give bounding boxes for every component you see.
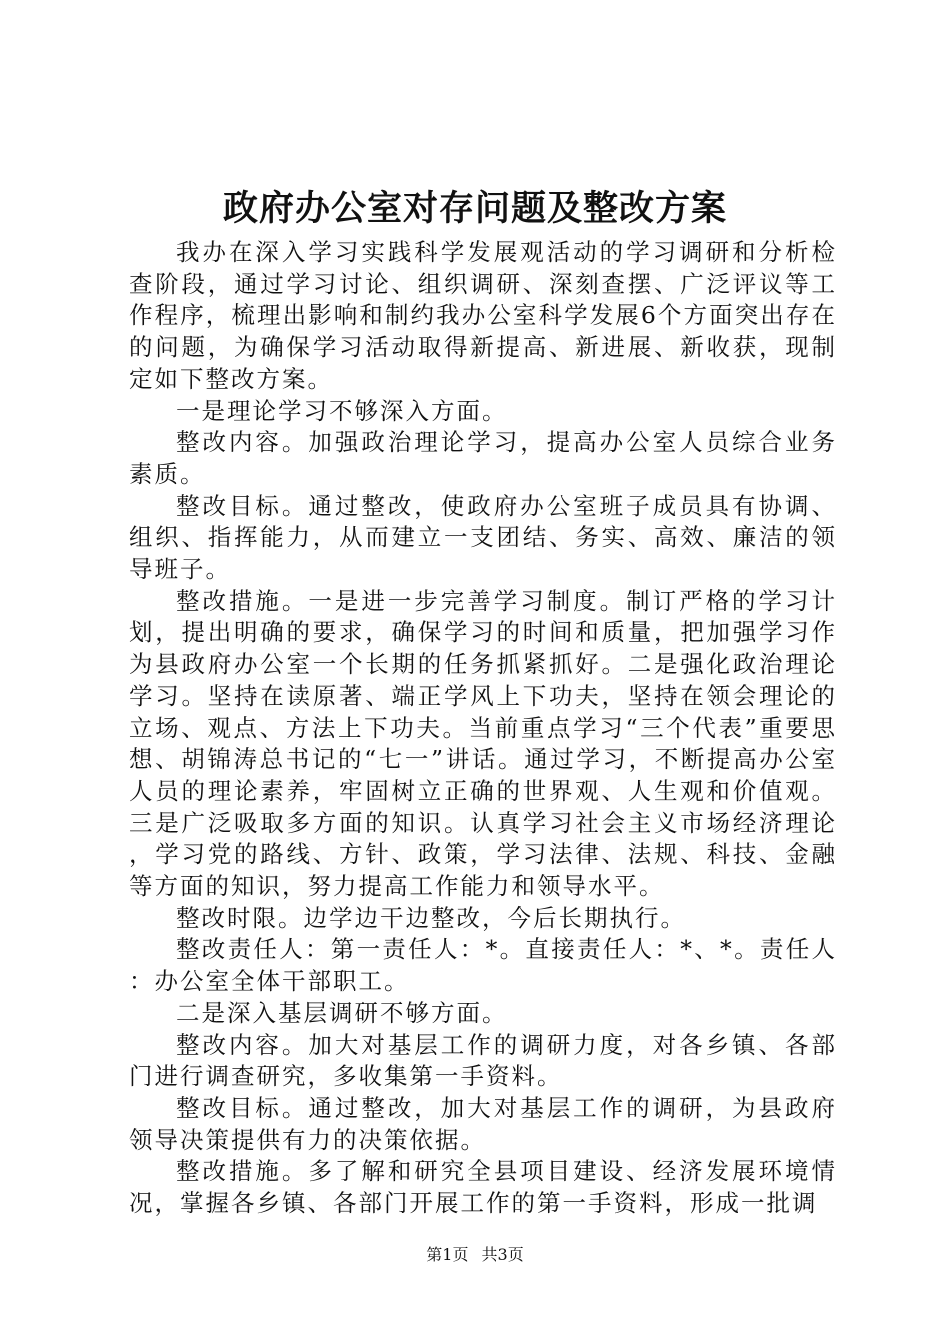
paragraph: 整改时限。边学边干边整改，今后长期执行。 <box>176 903 686 932</box>
document-title: 政府办公室对存问题及整改方案 <box>222 188 727 229</box>
page-number: 第1页 <box>426 1245 469 1264</box>
page-total: 共3页 <box>481 1245 524 1264</box>
paragraph: 整改内容。加大对基层工作的调研力度，对各乡镇、各部门进行调查研究，多收集第一手资料。 <box>129 1030 837 1091</box>
paragraph: 二是深入基层调研不够方面。 <box>176 998 508 1027</box>
paragraph: 我办在深入学习实践科学发展观活动的学习调研和分析检查阶段，通过学习讨论、组织调研、深刻查摆、广泛评议等工作程序，梳理出影响和制约我办公室科学发展6个方面突出存在的问题，为确保学习活动取得新提高、新进展、新收获，现制定如下整改方案。 <box>129 238 837 393</box>
paragraph: 整改目标。通过整改，加大对基层工作的调研，为县政府领导决策提供有力的决策依据。 <box>129 1093 837 1154</box>
document-body <box>129 237 837 1220</box>
paragraph: 整改措施。多了解和研究全县项目建设、经济发展环境情况，掌握各乡镇、各部门开展工作的第一手资料，形成一批调 <box>129 1157 837 1218</box>
paragraph: 整改责任人：第一责任人：*。直接责任人：*、*。责任人：办公室全体干部职工。 <box>129 935 837 996</box>
paragraph: 整改目标。通过整改，使政府办公室班子成员具有协调、组织、指挥能力，从而建立一支团结、务实、高效、廉洁的领导班子。 <box>129 491 837 584</box>
page-footer <box>0 1244 950 1266</box>
paragraph: 整改措施。一是进一步完善学习制度。制订严格的学习计划，提出明确的要求，确保学习的时间和质量，把加强学习作为县政府办公室一个长期的任务抓紧抓好。二是强化政治理论学习。坚持在读原著、端正学风上下功夫，坚持在领会理论的立场、观点、方法上下功夫。当前重点学习“三个代表”重要思想、胡锦涛总书记的“七一”讲话。通过学习，不断提高办公室人员的理论素养，牢固树立正确的世界观、人生观和价值观。三是广泛吸取多方面的知识。认真学习社会主义市场经济理论，学习党的路线、方针、政策，学习法律、法规、科技、金融等方面的知识，努力提高工作能力和领导水平。 <box>129 586 837 901</box>
paragraph: 整改内容。加强政治理论学习，提高办公室人员综合业务素质。 <box>129 428 837 488</box>
paragraph: 一是理论学习不够深入方面。 <box>176 396 508 425</box>
